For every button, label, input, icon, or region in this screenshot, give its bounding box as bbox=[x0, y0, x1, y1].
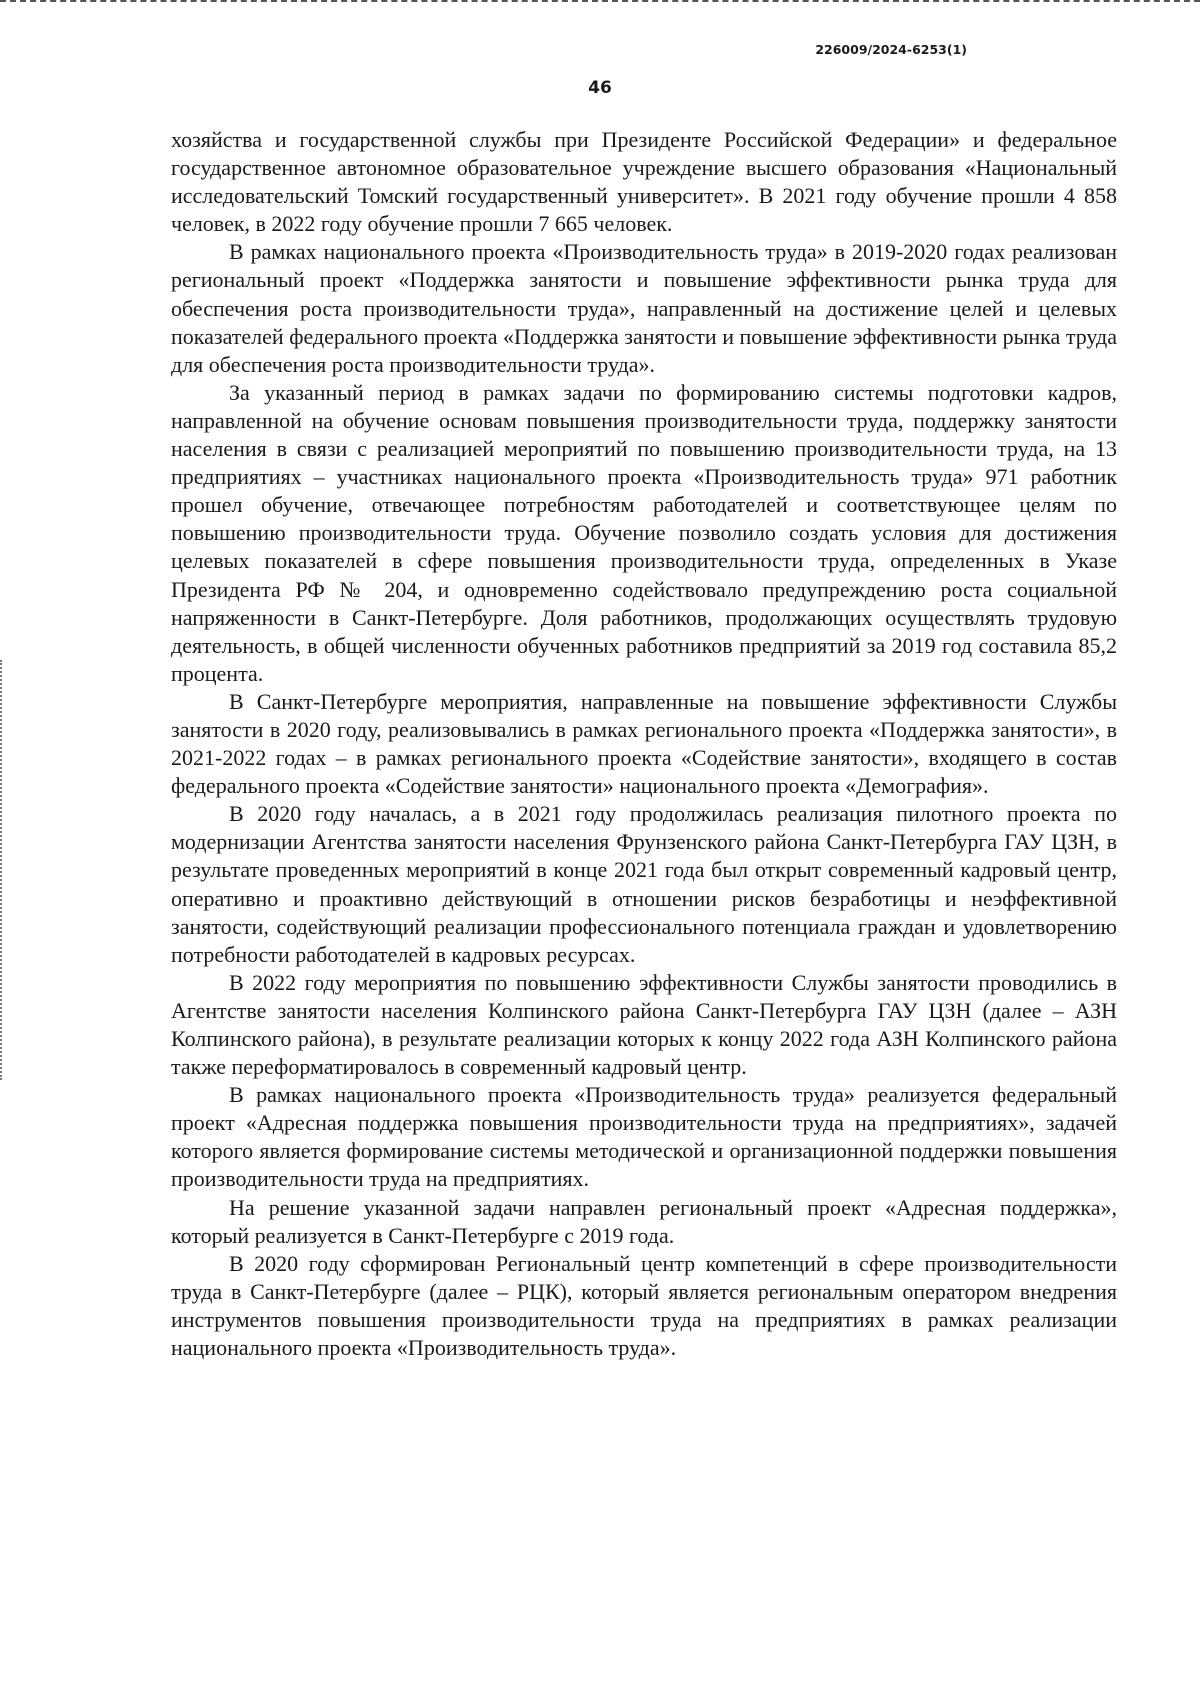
scan-left-edge-marks bbox=[0, 660, 5, 1080]
paragraph-2: В рамках национального проекта «Производительность труда» в 2019-2020 годах реализован региональный проект «Поддержка занятости и повышение эффективности рынка труда для обеспечения роста производительности труда», направленный на достижение целей и целевых показателей федерального проекта «Поддержка занятости и повышение эффективности рынка труда для обеспечения роста производительности труда». bbox=[171, 239, 1117, 377]
paragraph-4: В Санкт-Петербурге мероприятия, направленные на повышение эффективности Службы занятости в 2020 году, реализовывались в рамках регионального проекта «Поддержка занятости», в 2021-2022 годах – в рамках регионального проекта «Содействие занятости», входящего в состав федерального проекта «Содействие занятости» национального проекта «Демография». bbox=[171, 688, 1117, 799]
paragraph-6: В 2022 году мероприятия по повышению эффективности Службы занятости проводились в Агентстве занятости населения Колпинского района Санкт-Петербурга ГАУ ЦЗН (далее – АЗН Колпинского района), в результате реализации которых к концу 2022 года АЗН Колпинского района также переформатировалось в современный кадровый центр. bbox=[171, 969, 1117, 1080]
page-number: 46 bbox=[588, 78, 612, 98]
paragraph-5: В 2020 году началась, а в 2021 году продолжилась реализация пилотного проекта по модернизации Агентства занятости населения Фрунзенского района Санкт-Петербурга ГАУ ЦЗН, в результате проведенных мероприятий в конце 2021 года был открыт современный кадровый центр, оперативно и проактивно действующий в отношении рисков безработицы и неэффективной занятости, содействующий реализации профессионального потенциала граждан и удовлетворению потребности работодателей в кадровых ресурсах. bbox=[171, 801, 1117, 967]
paragraph-3: За указанный период в рамках задачи по формированию системы подготовки кадров, направленной на обучение основам повышения производительности труда, поддержку занятости населения в связи с реализацией мероприятий по повышению производительности труда, на 13 предприятиях – участниках национального проекта «Производительность труда» 971 работник прошел обучение, отвечающее потребностям работодателей и соответствующее целям по повышению производительности труда. Обучение позволило создать условия для достижения целевых показателей в сфере повышения производительности труда, определенных в Указе Президента РФ № 204, и одновременно содействовало предупреждению роста социальной напряженности в Санкт-Петербурге. Доля работников, продолжающих осуществлять трудовую деятельность, в общей численности обученных работников предприятий за 2019 год составила 85,2 процента. bbox=[171, 379, 1117, 686]
paragraph-7: В рамках национального проекта «Производительность труда» реализуется федеральный проект «Адресная поддержка повышения производительности труда на предприятиях», задачей которого является формирование системы методической и организационной поддержки повышения производительности труда на предприятиях. bbox=[171, 1082, 1117, 1192]
document-registration-number: 226009/2024-6253(1) bbox=[815, 42, 967, 57]
scan-top-border bbox=[0, 0, 1200, 4]
paragraph-1: хозяйства и государственной службы при Президенте Российской Федерации» и федеральное государственное автономное образовательное учреждение высшего образования «Национальный исследовательский Томский государственный университет». В 2021 году обучение прошли 4 858 человек, в 2022 году обучение прошли 7 665 человек. bbox=[171, 127, 1117, 237]
paragraph-8: На решение указанной задачи направлен региональный проект «Адресная поддержка», который реализуется в Санкт-Петербурге с 2019 года. bbox=[171, 1194, 1117, 1248]
paragraph-9: В 2020 году сформирован Региональный центр компетенций в сфере производительности труда в Санкт-Петербурге (далее – РЦК), который является региональным оператором внедрения инструментов повышения производительности труда на предприятиях в рамках реализации национального проекта «Производительность труда». bbox=[171, 1250, 1117, 1361]
document-body bbox=[171, 126, 1117, 1362]
